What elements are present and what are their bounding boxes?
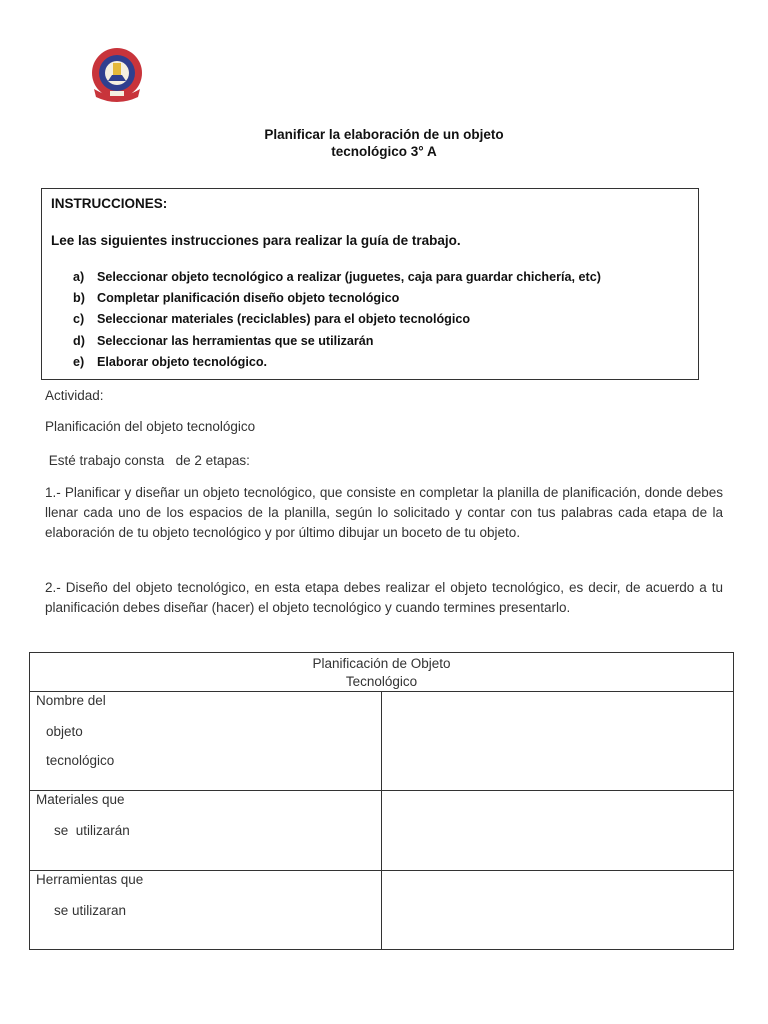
title-line-2: tecnológico 3° A bbox=[331, 144, 437, 159]
school-crest-logo bbox=[88, 45, 146, 105]
row-label-line: se utilizaran bbox=[54, 903, 127, 918]
row-label-line: Materiales que bbox=[36, 792, 125, 807]
row-label-line: se utilizarán bbox=[54, 823, 130, 838]
list-item bbox=[73, 309, 601, 330]
table-header-line-1: Planificación de Objeto bbox=[312, 656, 451, 671]
instructions-list bbox=[73, 267, 601, 373]
activity-subtitle: Planificación del objeto tecnológico bbox=[45, 419, 256, 434]
row-label-materials bbox=[30, 791, 382, 871]
list-item bbox=[73, 331, 601, 352]
tools-field[interactable] bbox=[382, 871, 734, 950]
list-marker: e) bbox=[73, 354, 85, 369]
object-name-field[interactable] bbox=[382, 692, 734, 791]
stage-1-paragraph: 1.- Planificar y diseñar un objeto tecnológico, que consiste en completar la planilla de planificación, donde debes llenar cada uno de los espacios de la planilla, según lo solicitado y contar con tus palabras cada etapa de la elaboración de tu objeto tecnológico y por último dibujar un boceto de tu objeto. bbox=[45, 485, 723, 540]
row-label-line: tecnológico bbox=[46, 753, 115, 768]
list-text: Completar planificación diseño objeto tecnológico bbox=[97, 291, 400, 306]
instructions-lead: Lee las siguientes instrucciones para realizar la guía de trabajo. bbox=[51, 233, 461, 248]
row-label-line: objeto bbox=[46, 724, 83, 739]
table-header-line-2: Tecnológico bbox=[345, 674, 418, 689]
list-marker: b) bbox=[73, 291, 85, 306]
materials-field[interactable] bbox=[382, 791, 734, 871]
list-text: Seleccionar materiales (reciclables) para el objeto tecnológico bbox=[97, 312, 471, 327]
list-marker: d) bbox=[73, 333, 85, 348]
row-label-tools bbox=[30, 871, 382, 950]
row-label-line: Nombre del bbox=[36, 693, 106, 708]
instructions-box bbox=[41, 188, 699, 380]
school-crest-icon bbox=[88, 45, 146, 105]
instructions-heading: INSTRUCCIONES: bbox=[51, 196, 168, 211]
list-marker: c) bbox=[73, 312, 85, 327]
table-row bbox=[30, 791, 734, 871]
list-marker: a) bbox=[73, 270, 85, 284]
document-title bbox=[0, 126, 768, 160]
list-item bbox=[73, 352, 601, 373]
planning-table bbox=[29, 652, 734, 950]
title-line-1: Planificar la elaboración de un objeto bbox=[264, 127, 504, 142]
list-text: Seleccionar objeto tecnológico a realizar (juguetes, caja para guardar chichería, etc) bbox=[97, 270, 601, 284]
stage-2-paragraph: 2.- Diseño del objeto tecnológico, en esta etapa debes realizar el objeto tecnológico, es decir, de acuerdo a tu planificación debes diseñar (hacer) el objeto tecnológico y cuando termines presentarlo. bbox=[45, 580, 723, 615]
list-text: Elaborar objeto tecnológico. bbox=[97, 354, 268, 369]
activity-label: Actividad: bbox=[45, 388, 104, 403]
table-row bbox=[30, 871, 734, 950]
table-header bbox=[30, 653, 734, 692]
list-text: Seleccionar las herramientas que se utilizarán bbox=[97, 333, 374, 348]
row-label-object-name bbox=[30, 692, 382, 791]
list-item bbox=[73, 267, 601, 288]
stages-intro: Esté trabajo consta de 2 etapas: bbox=[45, 453, 250, 468]
row-label-line: Herramientas que bbox=[36, 872, 144, 887]
list-item bbox=[73, 288, 601, 309]
table-row bbox=[30, 692, 734, 791]
